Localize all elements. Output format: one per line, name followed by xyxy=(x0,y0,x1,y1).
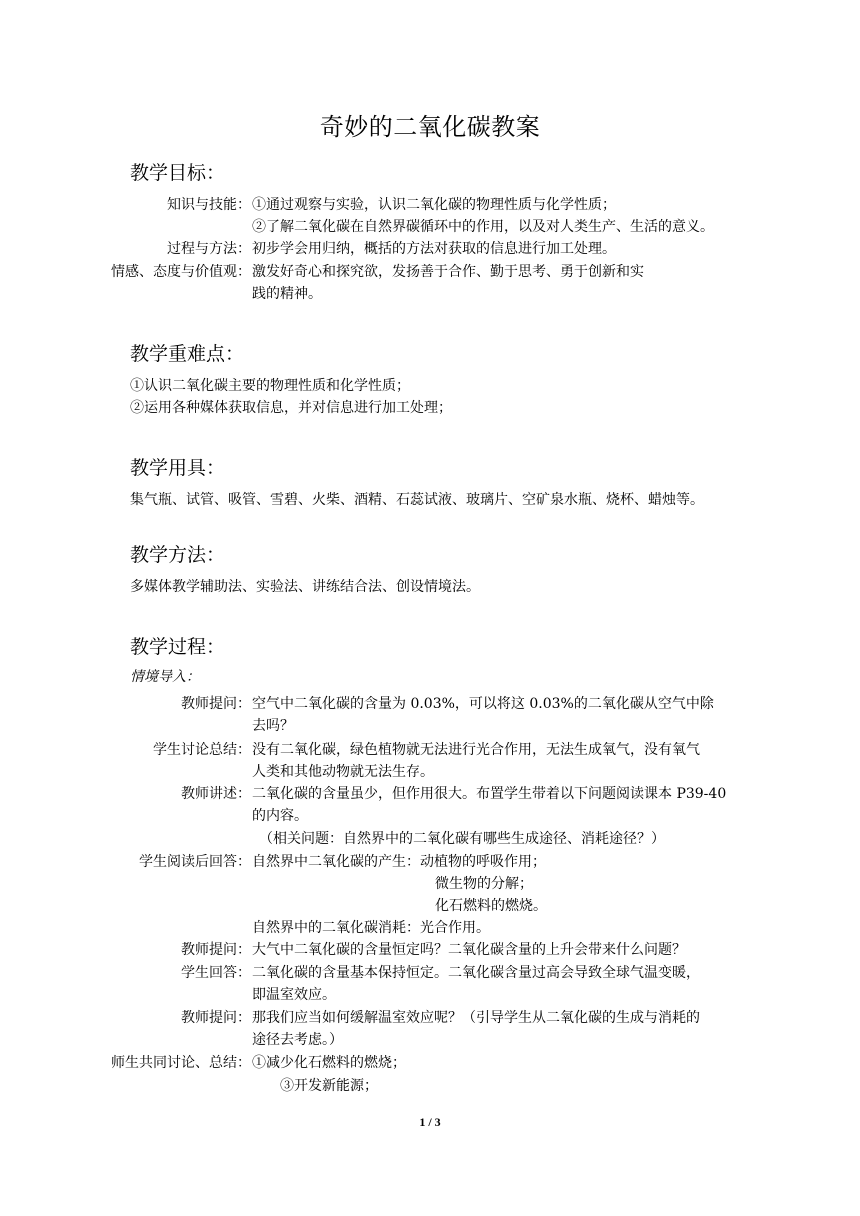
objectives-heading: 教学目标： xyxy=(130,162,226,184)
key-point-2: ②运用各种媒体获取信息，并对信息进行加工处理； xyxy=(130,400,452,416)
student-answer-2-line-1: 二氧化碳的含量基本保持恒定。二氧化碳含量过高会导致全球气温变暖， xyxy=(252,965,700,981)
knowledge-label: 知识与技能： xyxy=(167,197,251,213)
teacher-question-1-line-2: 去吗？ xyxy=(252,718,294,734)
teacher-question-2-label: 教师提问： xyxy=(181,942,251,958)
tools-heading: 教学用具： xyxy=(130,457,226,479)
emotion-line-2: 践的精神。 xyxy=(252,286,322,302)
teacher-question-1-line-1: 空气中二氧化碳的含量为 0.03%，可以将这 0.03%的二氧化碳从空气中除 xyxy=(252,696,714,712)
teacher-question-3-label: 教师提问： xyxy=(181,1010,251,1026)
teacher-question-3-line-1: 那我们应当如何缓解温室效应呢？（引导学生从二氧化碳的生成与消耗的 xyxy=(252,1010,700,1026)
joint-discussion-label: 师生共同讨论、总结： xyxy=(111,1055,251,1071)
answer-line-3: 化石燃料的燃烧。 xyxy=(435,898,547,914)
answer-line-2: 微生物的分解； xyxy=(435,876,533,892)
document-title: 奇妙的二氧化碳教案 xyxy=(319,113,541,141)
student-answer-2-line-2: 即温室效应。 xyxy=(252,987,336,1003)
key-points-heading: 教学重难点： xyxy=(130,343,245,365)
teacher-question-3-line-2: 途径去考虑。） xyxy=(252,1032,343,1048)
student-reading-answer-label: 学生阅读后回答： xyxy=(139,854,251,870)
teacher-narration-line-1: 二氧化碳的含量虽少，但作用很大。布置学生带着以下问题阅读课本 P39-40 xyxy=(252,786,727,802)
student-summary-label: 学生讨论总结： xyxy=(153,742,251,758)
process-method-label: 过程与方法： xyxy=(167,241,251,257)
methods-heading: 教学方法： xyxy=(130,544,226,566)
related-question: （相关问题：自然界中的二氧化碳有哪些生成途径、消耗途径？） xyxy=(259,831,665,847)
emotion-line-1: 激发好奇心和探究欲，发扬善于合作、勤于思考、勇于创新和实 xyxy=(252,264,644,280)
tools-text: 集气瓶、试管、吸管、雪碧、火柴、酒精、石蕊试液、玻璃片、空矿泉水瓶、烧杯、蜡烛等。 xyxy=(130,492,704,508)
answer-line-1: 自然界中二氧化碳的产生：动植物的呼吸作用； xyxy=(252,854,546,870)
process-heading: 教学过程： xyxy=(130,636,226,658)
student-summary-line-1: 没有二氧化碳，绿色植物就无法进行光合作用，无法生成氧气，没有氧气 xyxy=(252,742,700,758)
methods-text: 多媒体教学辅助法、实验法、讲练结合法、创设情境法。 xyxy=(130,579,480,595)
knowledge-line-1: ①通过观察与实验，认识二氧化碳的物理性质与化学性质； xyxy=(252,197,616,213)
page-number: 1 / 3 xyxy=(419,1115,441,1129)
teacher-question-1-label: 教师提问： xyxy=(181,696,251,712)
student-answer-2-label: 学生回答： xyxy=(181,965,251,981)
answer-line-4: 自然界中的二氧化碳消耗：光合作用。 xyxy=(252,920,490,936)
teacher-narration-label: 教师讲述： xyxy=(181,786,251,802)
key-point-1: ①认识二氧化碳主要的物理性质和化学性质； xyxy=(130,378,410,394)
student-summary-line-2: 人类和其他动物就无法生存。 xyxy=(252,764,434,780)
discussion-line-2: ③开发新能源； xyxy=(280,1078,378,1094)
knowledge-line-2: ②了解二氧化碳在自然界碳循环中的作用，以及对人类生产、生活的意义。 xyxy=(252,219,714,235)
intro-label: 情境导入： xyxy=(130,669,200,685)
teacher-question-2-text: 大气中二氧化碳的含量恒定吗？二氧化碳含量的上升会带来什么问题？ xyxy=(252,942,686,958)
emotion-label: 情感、态度与价值观： xyxy=(111,264,251,280)
discussion-line-1: ①减少化石燃料的燃烧； xyxy=(252,1055,406,1071)
process-method-text: 初步学会用归纳，概括的方法对获取的信息进行加工处理。 xyxy=(252,241,616,257)
teacher-narration-line-2: 的内容。 xyxy=(252,808,308,824)
